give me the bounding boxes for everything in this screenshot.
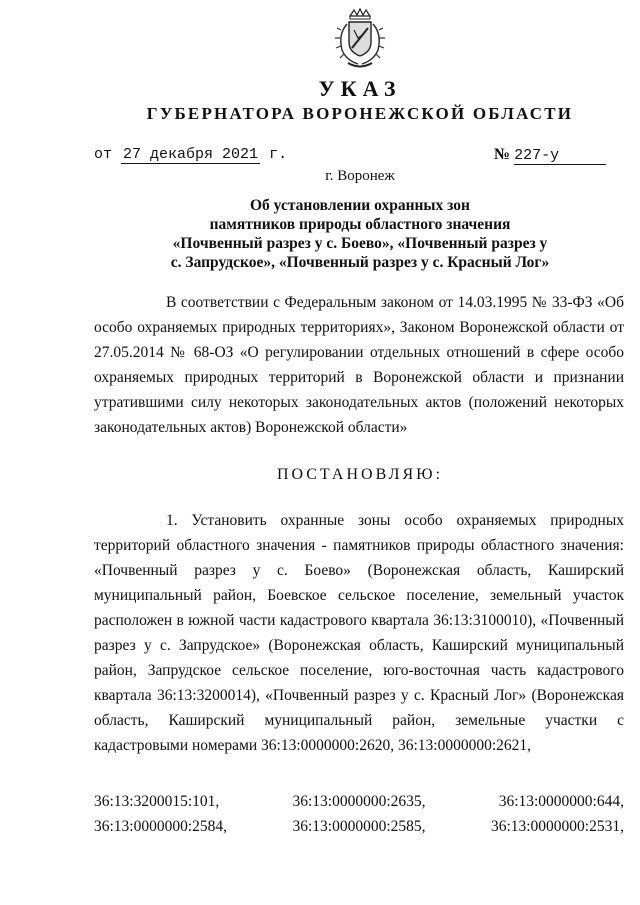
city-line: г. Воронеж: [325, 168, 395, 184]
date-line: [94, 146, 287, 164]
number-line: [494, 146, 606, 165]
subject-line-1: Об установлении охранных зон: [250, 197, 470, 214]
cadastral-number: 36:13:0000000:2531,: [490, 818, 624, 835]
document-number: 227-у: [514, 147, 606, 165]
subject-line-3: «Почвенный разрез у с. Боево», «Почвенный разрез у: [172, 235, 548, 252]
subject-line-2: памятников природы областного значения: [209, 216, 511, 233]
cadastral-row: [94, 818, 624, 836]
cadastral-number: 36:13:0000000:2635,: [292, 793, 426, 810]
item-1-paragraph: 1. Установить охранные зоны особо охраняемых природных территорий областного значения - памятников природы областного значения: «Почвенный разрез у с. Боево» (Воронежская область, Каширский муниципальный район, Боевское сельское поселение, земельный участок расположен в южной части кадастрового квартала 36:13:3100010), «Почвенный разрез у с. Запрудское» (Воронежская область, Каширский муниципальный район, Запрудское сельское поселение, юго-восточная часть кадастрового квартала 36:13:3200014), «Почвенный разрез у с. Красный Лог» (Воронежская область, Каширский муниципальный район, земельные участки с кадастровыми номерами 36:13:0000000:2620, 36:13:0000000:2621,: [94, 512, 624, 754]
document-subject: [150, 196, 570, 272]
preamble-paragraph: В соответствии с Федеральным законом от 14.03.1995 № 33-ФЗ «Об особо охраняемых природных территориях», Законом Воронежской области от 27.05.2014 № 68-ОЗ «О регулировании отдельных отношений в сфере особо охраняемых природных территорий в Воронежской области и признании утратившими силу некоторых законодательных актов (положений некоторых законодательных актов) Воронежской области»: [94, 294, 624, 436]
cadastral-number: 36:13:0000000:644,: [498, 793, 624, 810]
decree-heading: ПОСТАНОВЛЯЮ:: [276, 466, 444, 483]
cadastral-row: [94, 793, 624, 811]
document-subtitle: ГУБЕРНАТОРА ВОРОНЕЖСКОЙ ОБЛАСТИ: [146, 104, 574, 123]
cadastral-number: 36:13:0000000:2585,: [292, 818, 426, 835]
document-date: 27 декабря 2021: [123, 146, 259, 163]
document-title: УКАЗ: [318, 76, 402, 101]
date-prefix: от: [94, 146, 113, 163]
cadastral-number: 36:13:0000000:2584,: [94, 818, 228, 835]
date-suffix: г.: [269, 146, 288, 163]
subject-line-4: с. Запрудское», «Почвенный разрез у с. Красный Лог»: [170, 254, 550, 271]
coat-of-arms-icon: [332, 8, 388, 72]
cadastral-number: 36:13:3200015:101,: [94, 793, 220, 810]
number-label: №: [494, 146, 511, 163]
